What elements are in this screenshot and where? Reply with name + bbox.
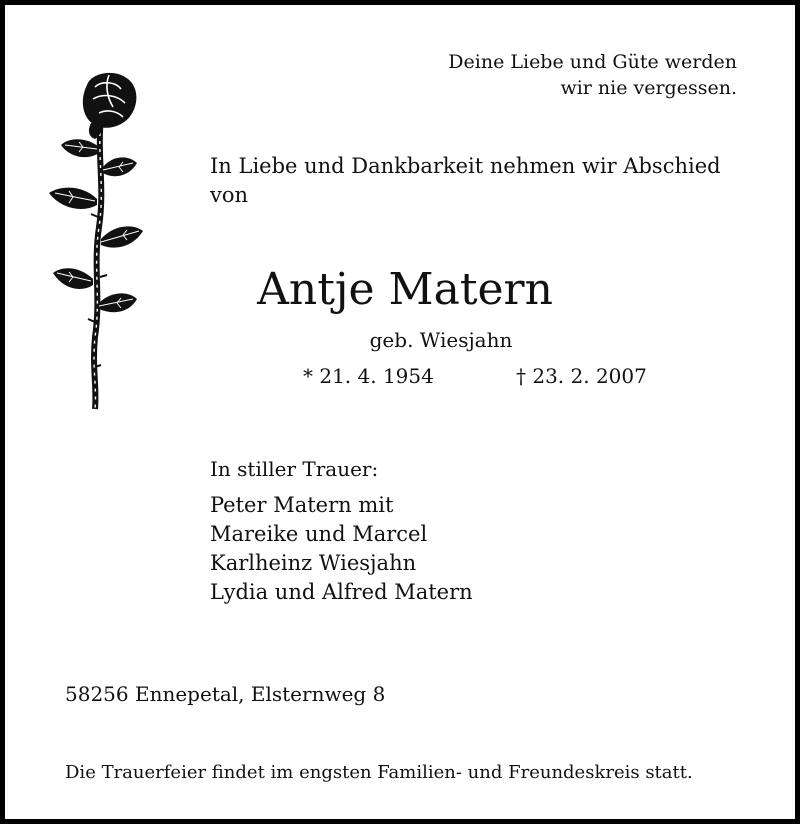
intro-line-2: von bbox=[210, 183, 249, 207]
intro-line-1: In Liebe und Dankbarkeit nehmen wir Abschied bbox=[210, 154, 721, 178]
address: 58256 Ennepetal, Elsternweg 8 bbox=[65, 682, 386, 706]
birth-date: * 21. 4. 1954 bbox=[303, 364, 434, 388]
motto-line-1: Deine Liebe und Güte werden bbox=[448, 51, 737, 73]
mourners-list bbox=[210, 491, 473, 607]
deceased-name: Antje Matern bbox=[257, 264, 553, 315]
motto bbox=[448, 49, 737, 101]
death-date: † 23. 2. 2007 bbox=[516, 364, 647, 388]
motto-line-2: wir nie vergessen. bbox=[560, 77, 737, 99]
funeral-notice: Die Trauerfeier findet im engsten Familien- und Freundeskreis statt. bbox=[65, 762, 693, 783]
mourners-label: In stiller Trauer: bbox=[210, 457, 379, 481]
maiden-name: geb. Wiesjahn bbox=[369, 328, 513, 352]
mourner-name: Lydia und Alfred Matern bbox=[210, 580, 473, 604]
intro-text bbox=[210, 152, 721, 210]
mourner-name: Mareike und Marcel bbox=[210, 522, 428, 546]
mourner-name: Peter Matern mit bbox=[210, 493, 394, 517]
rose-icon bbox=[43, 67, 155, 411]
mourner-name: Karlheinz Wiesjahn bbox=[210, 551, 417, 575]
